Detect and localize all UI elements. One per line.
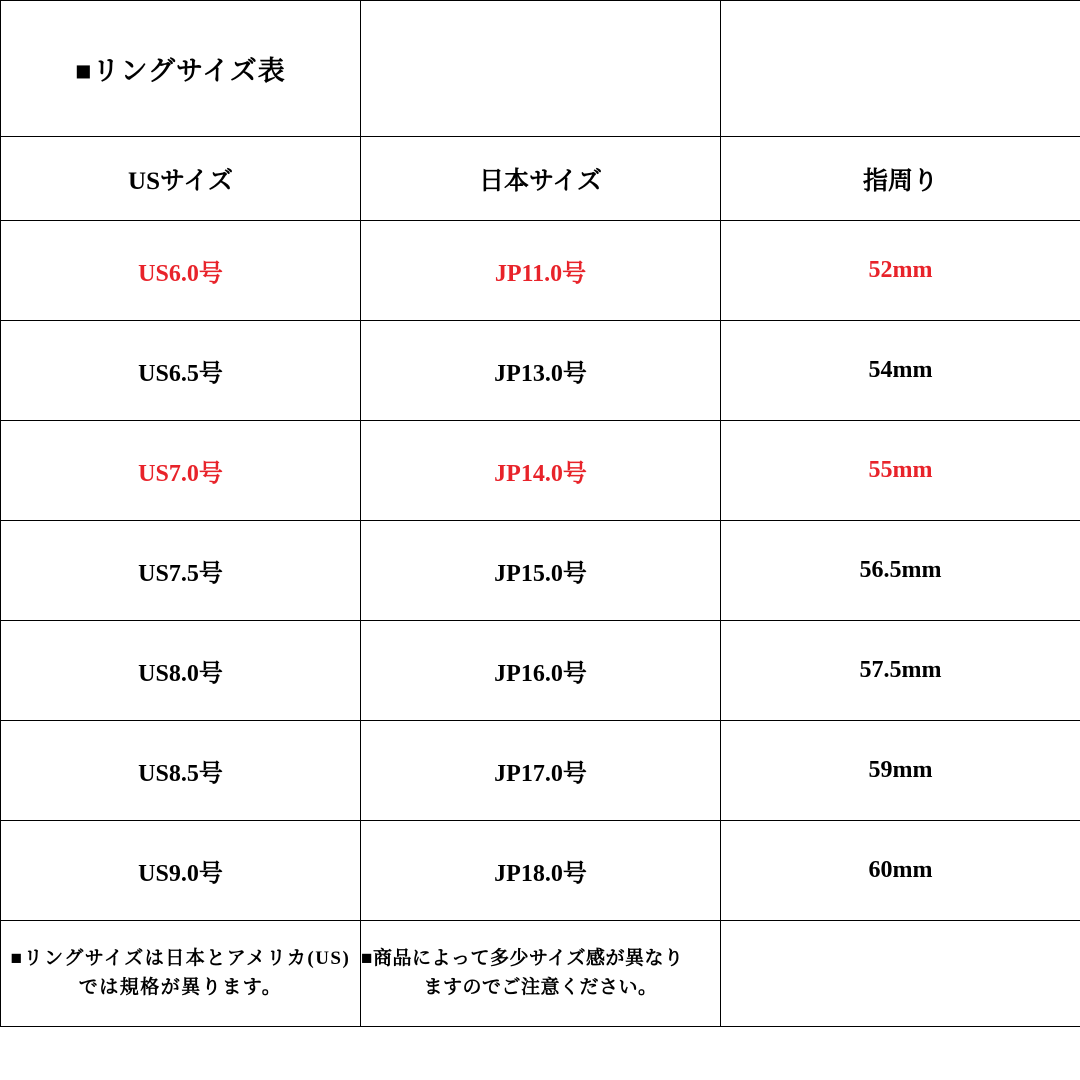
cell-jp-size: JP17.0号 <box>361 721 721 821</box>
cell-jp-size: JP15.0号 <box>361 521 721 621</box>
note-size-varies-line2: ますのでご注意ください。 <box>423 976 658 998</box>
column-header-circumference: 指周り <box>721 137 1080 221</box>
column-header-us: USサイズ <box>1 137 361 221</box>
notes-row <box>1 921 1080 1027</box>
column-header-jp: 日本サイズ <box>361 137 721 221</box>
cell-jp-size: JP18.0号 <box>361 821 721 921</box>
cell-jp-size: JP16.0号 <box>361 621 721 721</box>
cell-circumference: 60mm <box>721 821 1080 921</box>
note-size-varies-line1: ■商品によって多少サイズ感が異なり <box>361 948 684 969</box>
cell-us-size: US8.5号 <box>1 721 361 821</box>
note-empty-cell <box>721 921 1080 1027</box>
cell-us-size: US9.0号 <box>1 821 361 921</box>
cell-us-size: US6.0号 <box>1 221 361 321</box>
cell-circumference: 55mm <box>721 421 1080 521</box>
table-row <box>1 721 1080 821</box>
table-row <box>1 621 1080 721</box>
title-row-empty-2 <box>721 1 1080 137</box>
chart-title <box>1 1 361 137</box>
cell-jp-size: JP11.0号 <box>361 221 721 321</box>
chart-title-text: ■リングサイズ表 <box>75 56 286 86</box>
table-row <box>1 421 1080 521</box>
cell-us-size: US6.5号 <box>1 321 361 421</box>
table-row <box>1 221 1080 321</box>
note-standards-differ: ■リングサイズは日本とアメリカ(US)では規格が異ります。 <box>1 921 361 1027</box>
cell-circumference: 56.5mm <box>721 521 1080 621</box>
cell-circumference: 52mm <box>721 221 1080 321</box>
note-size-varies <box>361 921 721 1027</box>
table-header-row <box>1 137 1080 221</box>
cell-us-size: US7.0号 <box>1 421 361 521</box>
cell-circumference: 59mm <box>721 721 1080 821</box>
table-row <box>1 521 1080 621</box>
cell-us-size: US7.5号 <box>1 521 361 621</box>
cell-circumference: 54mm <box>721 321 1080 421</box>
table-row <box>1 321 1080 421</box>
table-row <box>1 821 1080 921</box>
cell-jp-size: JP14.0号 <box>361 421 721 521</box>
cell-circumference: 57.5mm <box>721 621 1080 721</box>
cell-jp-size: JP13.0号 <box>361 321 721 421</box>
title-row <box>1 1 1080 137</box>
title-row-empty-1 <box>361 1 721 137</box>
cell-us-size: US8.0号 <box>1 621 361 721</box>
